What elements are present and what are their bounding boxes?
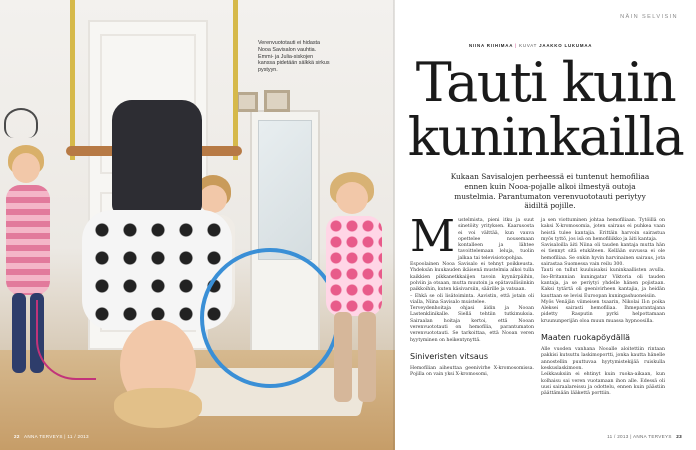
swing-rope <box>70 0 75 160</box>
body-column-2 <box>541 218 665 397</box>
body-paragraph: Tauti on tullut kuuluisaksi kuninkaallisten avulla. Iso-Britannian kuningatar Viktoria oli tauden kantaja, ja se periytyi yhdelle hänen pojistaan. Kaksi tytärtä oli geenivirheen kantajia, ja heidän kauttaan se levisi Euroopan kuningashuoneisiin. <box>541 268 665 299</box>
article-page <box>395 0 696 450</box>
photo-caption: Verenvuototauti ei hidasta Nooa Savisalon vauhtia. Emmi- ja Julia-siskojen kanssa pidetään sälkkä sirkus pystyyn. <box>258 40 330 74</box>
byline: NIINA RIIHIMAA | KUVAT JAAKKO LUKUMAA <box>469 43 593 48</box>
hair <box>114 388 202 428</box>
body-paragraph: ja sen viottuminen johtaa hemofiliaan. Tytöillä on kaksi X-kromosomia, joten sairaus ei puhkea vaan heistä tulee kantajia. Erittäin harvoin sairastua myös tyttö, jos isä on hemofiliikko ja äiti kantaja. <box>541 218 665 242</box>
photographer-name: JAAKKO LUKUMAA <box>539 43 593 48</box>
body-paragraph: Leikkauksiin ei ehtinyt kuin ruoka-aikaan, kun kolhaisu sai veren vuotamaan ihon alle. Edessä oli uusi sairaalareissu ja odottelu, ennen kuin päästiin päättämään lääkettä porttiin. <box>541 372 665 397</box>
hula-hoop <box>200 248 340 388</box>
left-page-folio: 22 ANNA TERVEYS | 11 / 2013 <box>14 434 89 439</box>
leg <box>12 293 26 373</box>
body-paragraph <box>410 211 534 262</box>
section-tag: NÄIN SELVISIN <box>620 14 678 20</box>
body-column-1 <box>410 211 534 379</box>
issue-number: 11 / 2013 <box>607 434 629 439</box>
page-number: 23 <box>676 434 682 439</box>
body-paragraph: Hemofilian aiheuttaa geenivirhe X-kromosomissa. Pojilla on vain yksi X-kromosomi, <box>410 365 534 378</box>
subheading: Siniveristen vitsaus <box>410 351 489 361</box>
headline-line-1: Tauti kuin <box>415 51 676 114</box>
picture-frame <box>264 90 290 112</box>
wall-lamp <box>4 108 38 138</box>
girl-floral-top <box>330 172 386 412</box>
body-paragraph: Espoolainen Nooa Savisalo ei tehnyt poikkeusta. Yhdeksän kuukauden ikäisenä mustelmia alkoi tulla kaikkien pikkanetkkaiijen tavoin kyynärpäihin, polviin ja otsaan, mutta muutoin ja epätavallisiinkin paikkoihin, kuten käsivarsiin, säärille ja vatsaan. <box>410 262 534 293</box>
headline-line-2: kuninkailla <box>407 108 684 168</box>
body-paragraph: Savisaloilla äiti Niina oli tauden kantaja mutta hän ei tiennyt sitä etukäteen. Kellään suvussa ei ole hemofiliaa. Se onkin hyvin harvinainen sairaus, jota sairastaa Suomessa vain reilu 300. <box>541 243 665 268</box>
body-paragraph: – Ehkä se oli lisätoiminta. Aavistin, että jotain oli vialla, Niina Savisalo muistelee. <box>410 293 534 305</box>
drop-cap: M <box>410 211 456 262</box>
lead-paragraph: Kukaan Savisalojen perheessä ei tuntenut hemofiliaa ennen kuin Nooa-pojalle alkoi ilmestyä outoja mustelmia. Parantumaton verenvuototauti periytyy äidiltä pojille. <box>450 172 650 211</box>
right-page-folio: 11 / 2013 | ANNA TERVEYS 23 <box>607 434 682 439</box>
page-number: 22 <box>14 434 20 439</box>
head <box>336 182 368 214</box>
head <box>12 153 40 183</box>
leg <box>358 312 376 402</box>
photo-label: KUVAT <box>519 43 538 48</box>
magazine-name: ANNA TERVEYS <box>633 434 672 439</box>
boy-hanging-upside-down <box>82 100 242 430</box>
paragraph-text: ustelmista, pieni itku ja suut sinetöity yrityksen. Kaarusosta ei voi välttää, kun vauva opettelee nousemaan kontalleen ja lähtee tavoittelemaan leluja, tuolin jalkaa tai televisiotopohjaa. <box>458 218 534 261</box>
body-paragraph: Alle vuoden vanhana Nooalle aloitettiin rintaan pakkisi kutsuttu laskimoportti, jonka kautta hänelle annostellin puuttuvaa hyytymistekijää ruiskulla keskuslaskimoon. <box>541 347 665 371</box>
issue-number: 11 / 2013 <box>67 434 89 439</box>
magazine-name: ANNA TERVEYS <box>24 434 63 439</box>
leg <box>334 312 352 402</box>
body-paragraph: Myös Venäjän viimeisen tsaarin, Nikolai II:n poika Aleksei sairasti hemofiliaa. Ihmeparantajana pidetty Rasputin pyrki helpottamaan kruununperijän oloa muun muassa hypnoosilla. <box>541 299 665 324</box>
body <box>326 216 382 316</box>
author-name: NIINA RIIHIMAA <box>469 43 514 48</box>
subheading: Maaten ruokapöydällä <box>541 333 631 343</box>
cabinet-glass <box>258 120 312 260</box>
body-paragraph: Terveydenhoitaja ohjasi äidin ja Nooan Lastenklinikalle. Siellä tehtiin tutkimuksia. Sairaalan hoitaja kertoi, että Nooan verenvuototauti on hemofilia, parantumaton verenvuototauti. Se tarkoittaa, että Nooan veren hyytyminen on heikentynyttä. <box>410 306 534 343</box>
legs <box>112 100 202 215</box>
body <box>6 185 50 295</box>
